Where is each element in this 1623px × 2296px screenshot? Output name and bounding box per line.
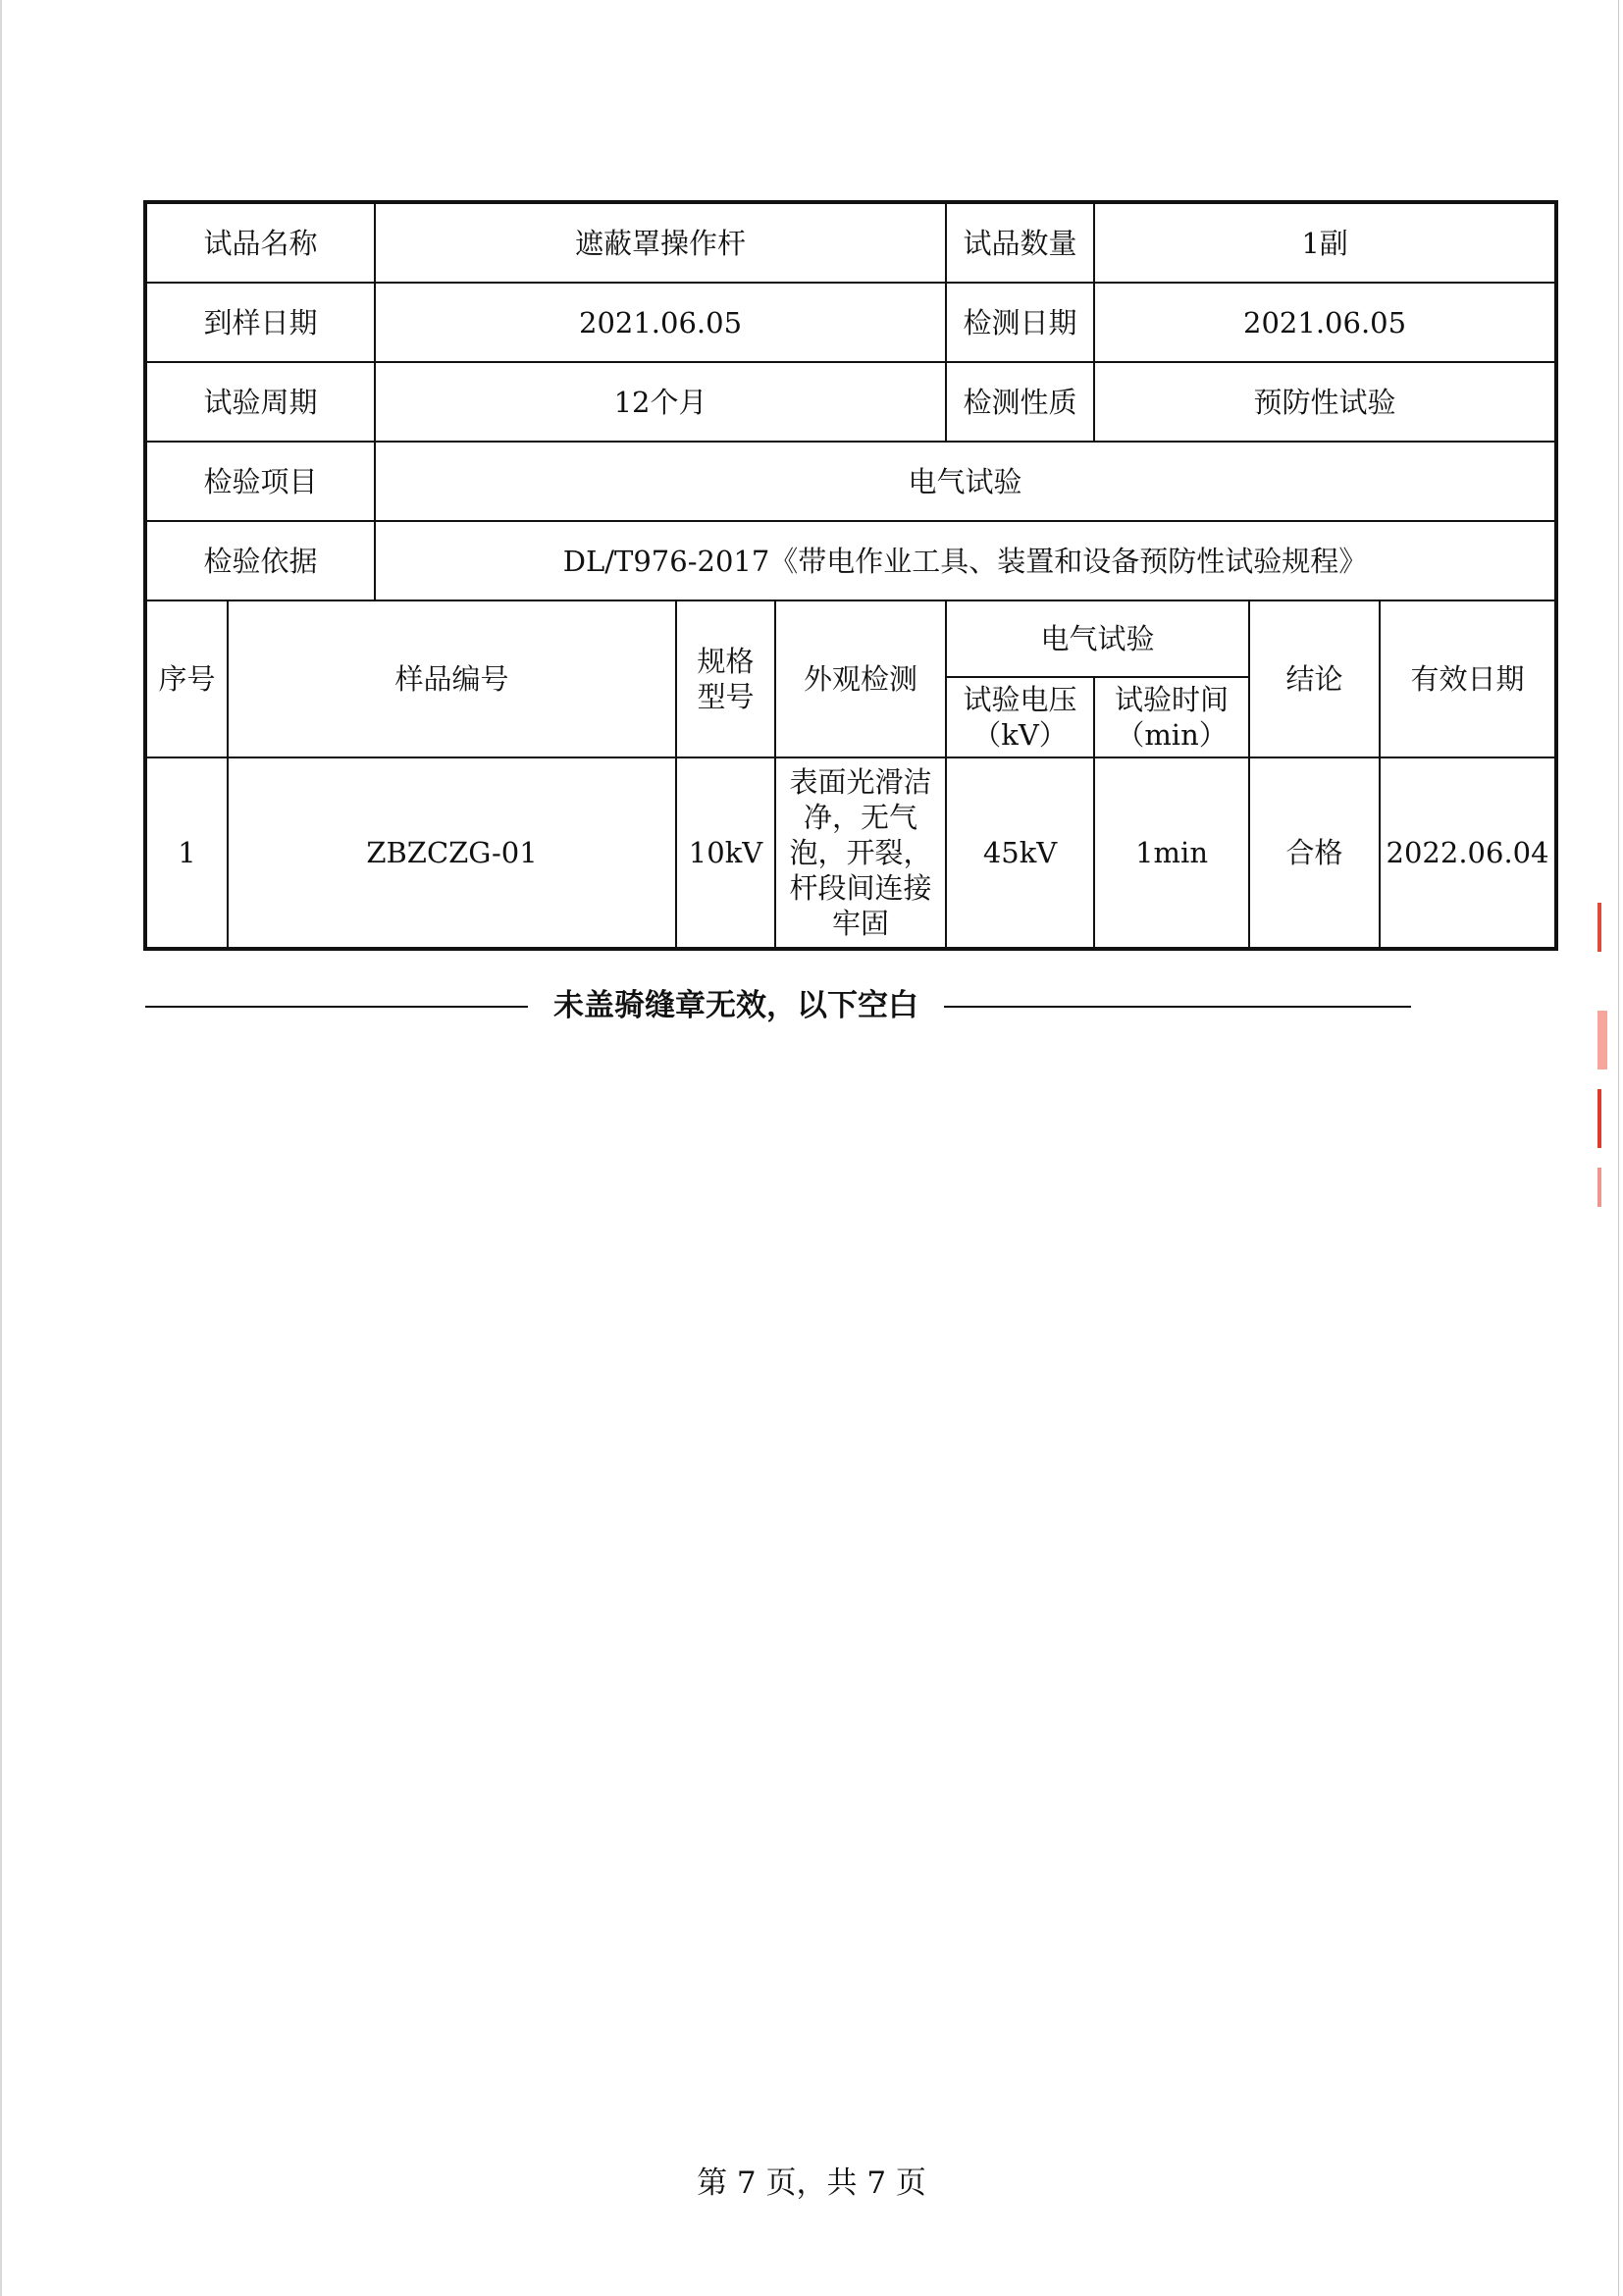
test-nature-label: 检测性质 [946, 362, 1094, 442]
page-left-edge [0, 0, 2, 2296]
result-conclusion: 合格 [1249, 757, 1380, 949]
col-voltage-header [946, 677, 1094, 757]
col-seq-header: 序号 [145, 600, 228, 757]
test-nature-value: 预防性试验 [1094, 362, 1556, 442]
arrival-date-value: 2021.06.05 [375, 283, 946, 362]
spec-header-line1: 规格 [697, 645, 755, 678]
divider-line-right [944, 1006, 1411, 1008]
spec-header-line2: 型号 [697, 680, 755, 713]
blank-below-divider [145, 987, 1411, 1022]
col-spec-header [676, 600, 775, 757]
row-sample-name [145, 202, 1556, 283]
inspection-basis-value: DL/T976-2017《带电作业工具、装置和设备预防性试验规程》 [375, 521, 1556, 600]
test-cycle-label: 试验周期 [145, 362, 375, 442]
result-duration: 1min [1094, 757, 1249, 949]
col-appearance-header: 外观检测 [775, 600, 946, 757]
inspection-basis-label: 检验依据 [145, 521, 375, 600]
test-date-value: 2021.06.05 [1094, 283, 1556, 362]
result-valid-date: 2022.06.04 [1380, 757, 1556, 949]
row-arrival-date [145, 283, 1556, 362]
appearance-line: 牢固 [832, 907, 890, 940]
col-duration-header [1094, 677, 1249, 757]
sample-qty-value: 1副 [1094, 202, 1556, 283]
result-spec: 10kV [676, 757, 775, 949]
col-sample-no-header: 样品编号 [228, 600, 676, 757]
result-voltage: 45kV [946, 757, 1094, 949]
row-inspection-item [145, 442, 1556, 521]
sample-name-label: 试品名称 [145, 202, 375, 283]
test-date-label: 检测日期 [946, 283, 1094, 362]
col-electrical-header: 电气试验 [946, 600, 1249, 677]
page-number-footer: 第 7 页，共 7 页 [697, 2166, 926, 2201]
divider-text: 未盖骑缝章无效，以下空白 [553, 988, 918, 1023]
appearance-line: 表面光滑洁 [789, 765, 932, 799]
table-row [145, 757, 1556, 949]
inspection-item-value: 电气试验 [375, 442, 1556, 521]
duration-header-line1: 试验时间 [1115, 683, 1230, 716]
sample-qty-label: 试品数量 [946, 202, 1094, 283]
appearance-line: 泡，开裂， [789, 836, 932, 869]
test-report-table [143, 200, 1558, 951]
test-cycle-value: 12个月 [375, 362, 946, 442]
col-valid-date-header: 有效日期 [1380, 600, 1556, 757]
result-appearance [775, 757, 946, 949]
duration-header-line2: （min） [1116, 718, 1228, 752]
voltage-header-line1: 试验电压 [963, 683, 1077, 716]
row-test-cycle [145, 362, 1556, 442]
col-conclusion-header: 结论 [1249, 600, 1380, 757]
voltage-header-line2: （kV） [972, 718, 1068, 752]
appearance-line: 净，无气 [804, 801, 918, 834]
result-seq: 1 [145, 757, 228, 949]
inspection-item-label: 检验项目 [145, 442, 375, 521]
results-header-row [145, 600, 1556, 677]
row-inspection-basis [145, 521, 1556, 600]
appearance-line: 杆段间连接 [789, 871, 932, 905]
arrival-date-label: 到样日期 [145, 283, 375, 362]
divider-line-left [145, 1006, 528, 1008]
sample-name-value: 遮蔽罩操作杆 [375, 202, 946, 283]
result-sample-no: ZBZCZG-01 [228, 757, 676, 949]
seal-stamp-edge [1597, 893, 1623, 1217]
